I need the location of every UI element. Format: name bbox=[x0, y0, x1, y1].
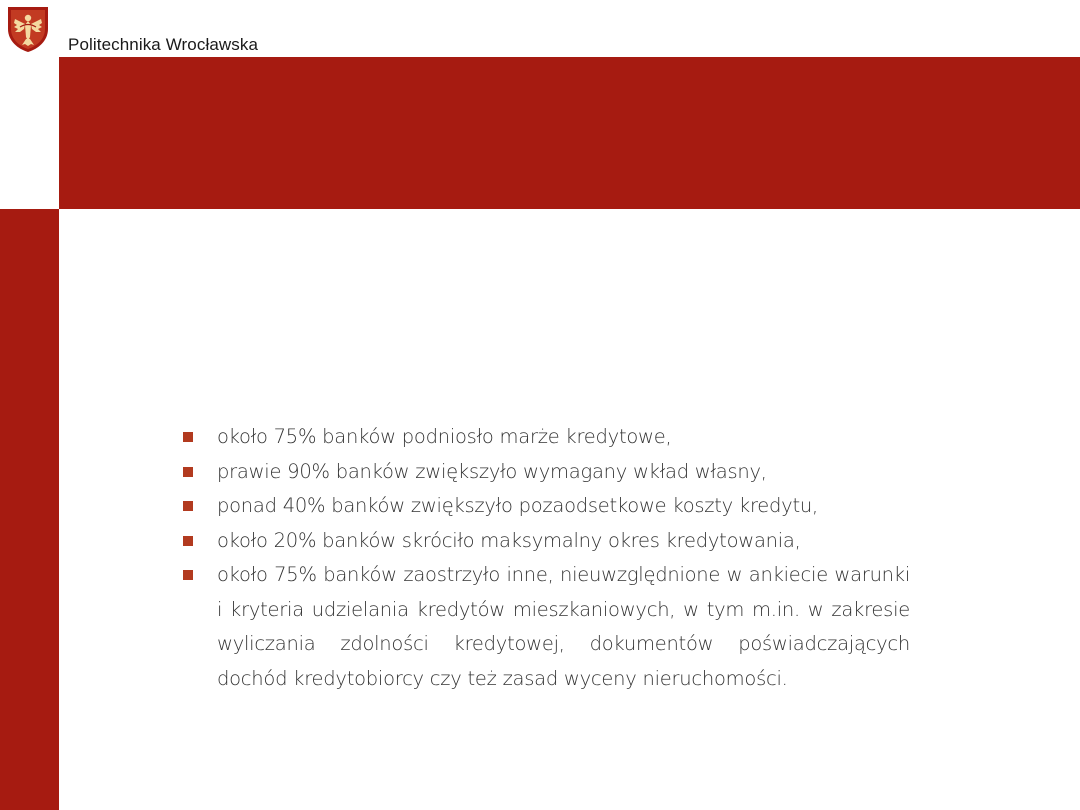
square-bullet-icon bbox=[183, 501, 193, 511]
list-item bbox=[183, 420, 910, 455]
list-item-text: ponad 40% banków zwiększyło pozaodsetkowe koszty kredytu, bbox=[217, 494, 818, 517]
list-item bbox=[183, 455, 910, 490]
square-bullet-icon bbox=[183, 432, 193, 442]
list-item bbox=[183, 524, 910, 559]
list-item-text: około 75% banków podniosło marże kredytowe, bbox=[217, 425, 672, 448]
institution-name: Politechnika Wrocławska bbox=[68, 35, 259, 54]
square-bullet-icon bbox=[183, 570, 193, 580]
square-bullet-icon bbox=[183, 536, 193, 546]
eagle-crest-icon bbox=[6, 5, 50, 53]
square-bullet-icon bbox=[183, 467, 193, 477]
bullet-list bbox=[183, 420, 910, 696]
list-item-text: około 20% banków skróciło maksymalny okres kredytowania, bbox=[217, 528, 801, 552]
list-item-text: prawie 90% banków zwiększyło wymagany wkład własny, bbox=[217, 459, 767, 483]
list-item bbox=[183, 558, 910, 696]
left-decorative-band bbox=[0, 209, 59, 810]
title-band bbox=[59, 57, 1080, 209]
list-item-text: około 75% banków zaostrzyło inne, nieuwzględnione w ankiecie warunki i kryteria udzielania kredytów mieszkaniowych, w tym m.in. w zakresie wyliczania zdolności kredytowej, dokumentów poświadczających dochód kredytobiorcy czy też zasad wyceny nieruchomości. bbox=[217, 563, 910, 690]
list-item bbox=[183, 489, 910, 524]
